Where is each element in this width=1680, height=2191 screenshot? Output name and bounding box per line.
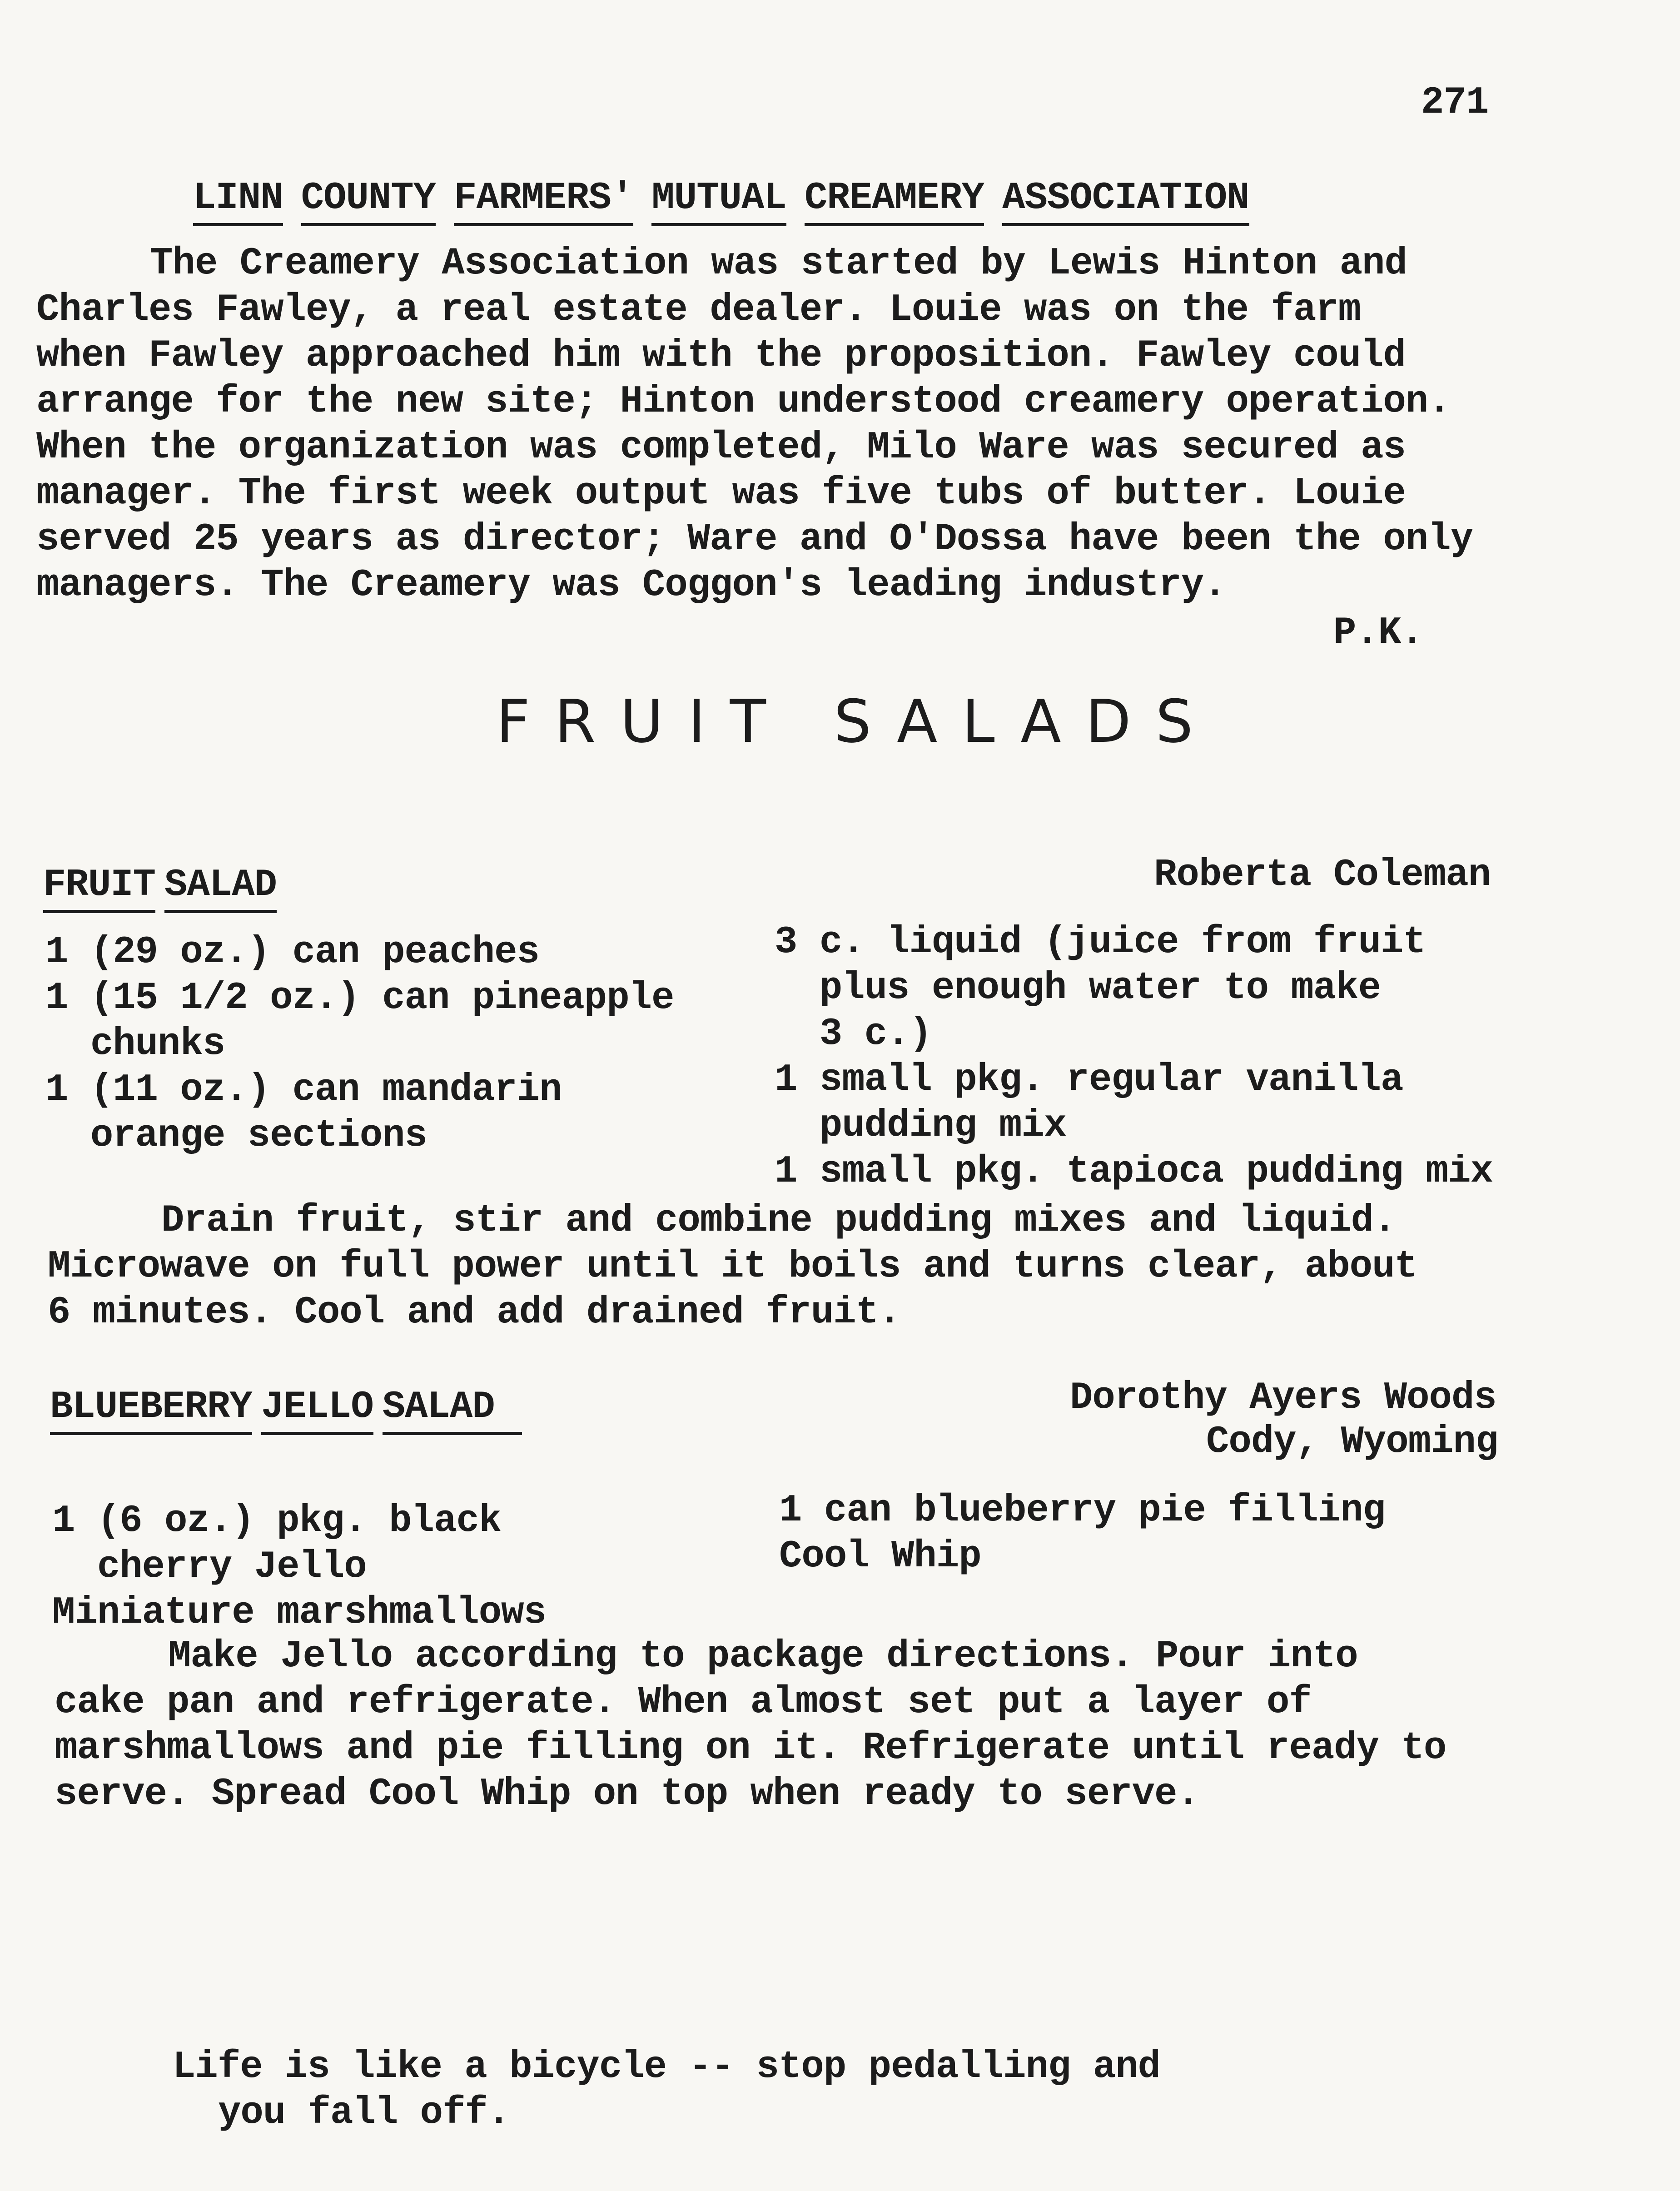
blueberry-salad-author: Dorothy Ayers Woods bbox=[1070, 1376, 1496, 1420]
creamery-paragraph-line: when Fawley approached him with the proposition. Fawley could bbox=[36, 334, 1406, 378]
fruit-salad-ingredient-right: 3 c.) bbox=[775, 1013, 932, 1056]
fruit-salad-directions-line: 6 minutes. Cool and add drained fruit. bbox=[48, 1291, 901, 1334]
heading-word: ASSOCIATION bbox=[1002, 175, 1249, 226]
heading-word: CREAMERY bbox=[805, 175, 984, 226]
blueberry-salad-ingredient-right: Cool Whip bbox=[779, 1535, 981, 1578]
blueberry-salad-ingredient-right: 1 can blueberry pie filling bbox=[779, 1489, 1386, 1532]
blueberry-salad-ingredient-left: Miniature marshmallows bbox=[52, 1591, 546, 1635]
heading-word: COUNTY bbox=[301, 175, 436, 226]
fruit-salad-author: Roberta Coleman bbox=[1154, 854, 1491, 897]
blueberry-salad-title-word: JELLO bbox=[261, 1384, 373, 1435]
creamery-paragraph-line: When the organization was completed, Milo Ware was secured as bbox=[36, 426, 1406, 469]
heading-word: FARMERS' bbox=[454, 175, 633, 226]
fruit-salad-title-word: FRUIT bbox=[43, 862, 155, 913]
fruit-salad-ingredient-left: 1 (11 oz.) can mandarin bbox=[45, 1068, 562, 1112]
quote-line: you fall off. bbox=[218, 2092, 510, 2135]
fruit-salad-ingredient-right: pudding mix bbox=[775, 1104, 1067, 1148]
fruit-salad-title-word: SALAD bbox=[164, 862, 277, 913]
creamery-initials: P.K. bbox=[1333, 611, 1423, 655]
heading-word: MUTUAL bbox=[651, 175, 786, 226]
fruit-salad-ingredient-left: 1 (15 1/2 oz.) can pineapple bbox=[45, 977, 674, 1020]
fruit-salad-ingredient-left: chunks bbox=[45, 1023, 225, 1066]
blueberry-salad-directions-line: marshmallows and pie filling on it. Refrigerate until ready to bbox=[55, 1727, 1446, 1770]
creamery-paragraph-line: arrange for the new site; Hinton understood creamery operation. bbox=[36, 380, 1451, 423]
blueberry-salad-title-word: SALAD bbox=[383, 1384, 522, 1435]
fruit-salad-ingredient-right: plus enough water to make bbox=[775, 967, 1381, 1010]
fruit-salad-ingredient-right: 1 small pkg. tapioca pudding mix bbox=[775, 1150, 1493, 1193]
heading-word: LINN bbox=[193, 175, 283, 226]
fruit-salad-ingredient-left: orange sections bbox=[45, 1114, 427, 1158]
fruit-salad-ingredient-left: 1 (29 oz.) can peaches bbox=[45, 931, 539, 974]
quote-line: Life is like a bicycle -- stop pedalling and bbox=[173, 2046, 1160, 2089]
blueberry-salad-title-word: BLUEBERRY bbox=[50, 1384, 252, 1435]
blueberry-salad-location: Cody, Wyoming bbox=[1206, 1421, 1498, 1464]
blueberry-salad-directions-line: cake pan and refrigerate. When almost set put a layer of bbox=[55, 1681, 1312, 1724]
fruit-salad-directions-line: Microwave on full power until it boils and turns clear, about bbox=[48, 1245, 1417, 1288]
creamery-paragraph-line: The Creamery Association was started by Lewis Hinton and bbox=[150, 242, 1407, 285]
creamery-paragraph-line: served 25 years as director; Ware and O'Dossa have been the only bbox=[36, 518, 1473, 561]
section-title: FRUIT SALADS bbox=[496, 687, 1218, 756]
creamery-paragraph-line: managers. The Creamery was Coggon's leading industry. bbox=[36, 564, 1226, 607]
creamery-heading bbox=[193, 175, 1249, 226]
blueberry-salad-directions-line: serve. Spread Cool Whip on top when ready to serve. bbox=[55, 1773, 1199, 1816]
fruit-salad-ingredient-right: 1 small pkg. regular vanilla bbox=[775, 1058, 1403, 1102]
creamery-paragraph-line: manager. The first week output was five tubs of butter. Louie bbox=[36, 472, 1406, 515]
fruit-salad-ingredient-right: 3 c. liquid (juice from fruit bbox=[775, 921, 1426, 964]
blueberry-salad-title bbox=[50, 1384, 522, 1435]
fruit-salad-title bbox=[43, 862, 277, 913]
blueberry-salad-ingredient-left: cherry Jello bbox=[52, 1545, 367, 1589]
blueberry-salad-ingredient-left: 1 (6 oz.) pkg. black bbox=[52, 1500, 502, 1543]
creamery-paragraph-line: Charles Fawley, a real estate dealer. Louie was on the farm bbox=[36, 288, 1361, 332]
fruit-salad-directions-line: Drain fruit, stir and combine pudding mixes and liquid. bbox=[161, 1199, 1396, 1242]
blueberry-salad-directions-line: Make Jello according to package directions. Pour into bbox=[168, 1635, 1358, 1678]
page-number: 271 bbox=[1421, 81, 1489, 124]
